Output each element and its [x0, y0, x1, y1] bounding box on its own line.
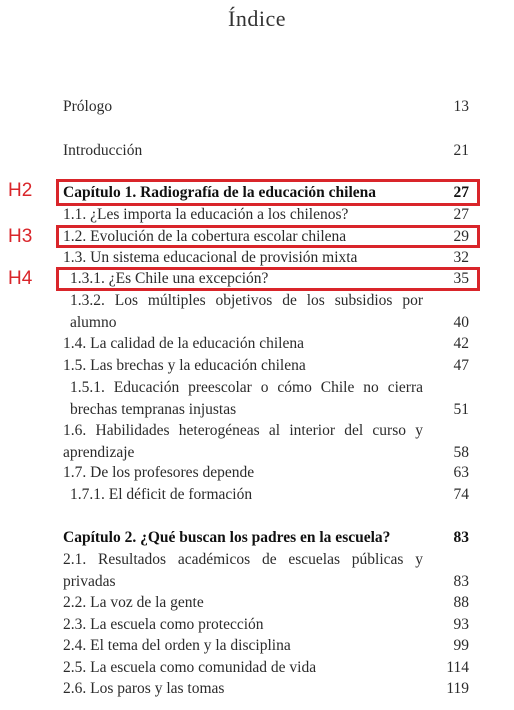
- toc-page-number: 88: [453, 594, 469, 611]
- toc-page-number: 119: [446, 680, 469, 697]
- toc-entry-1-3[interactable]: [63, 247, 469, 269]
- toc-entry-2-1[interactable]: [63, 549, 469, 592]
- toc-page-number: 42: [453, 335, 469, 352]
- toc-page-number: 93: [453, 616, 469, 633]
- highlight-label-h2: H2: [8, 180, 33, 201]
- toc-page-number: 83: [453, 572, 469, 590]
- toc-entry-introduccion[interactable]: [63, 140, 469, 162]
- highlight-box-h4: [56, 267, 480, 291]
- toc-entry-2-2[interactable]: [63, 592, 469, 614]
- toc-entry-2-4[interactable]: [63, 635, 469, 657]
- toc-entry-label: 1.3. Un sistema educacional de provisión mixta: [63, 249, 358, 266]
- page-title: Índice: [228, 6, 286, 31]
- toc-page-number: 63: [453, 464, 469, 481]
- toc-page-number: 51: [453, 400, 469, 418]
- toc-entry-1-3-2[interactable]: [63, 290, 469, 333]
- toc-page-number: 29: [453, 228, 469, 245]
- toc-page-number: 83: [453, 529, 469, 546]
- highlight-label-h4: H4: [8, 268, 33, 289]
- highlight-label-h3: H3: [8, 226, 33, 247]
- toc-entry-1-7-1[interactable]: [63, 484, 469, 506]
- toc-page-number: 40: [453, 313, 469, 331]
- toc-entry-2-5[interactable]: [63, 657, 469, 679]
- toc-entry-1-6[interactable]: [63, 420, 469, 463]
- toc-entry-label: 2.1. Resultados académicos de escuelas públicas y privadas: [63, 551, 423, 590]
- toc-entry-1-4[interactable]: [63, 333, 469, 355]
- toc-entry-label: 1.4. La calidad de la educación chilena: [63, 335, 304, 352]
- toc-entry-1-5[interactable]: [63, 355, 469, 377]
- toc-page-number: 35: [453, 270, 469, 287]
- toc-entry-label: 1.7. De los profesores depende: [63, 464, 255, 481]
- toc-entry-1-7[interactable]: [63, 462, 469, 484]
- toc-entry-2-3[interactable]: [63, 614, 469, 636]
- toc-entry-label: Capítulo 2. ¿Qué buscan los padres en la escuela?: [63, 529, 391, 546]
- toc-entry-label: 1.5.1. Educación preescolar o cómo Chile no cierra brechas tempranas injustas: [70, 379, 423, 418]
- toc-page-number: 32: [453, 249, 469, 266]
- toc-chapter-2[interactable]: [63, 527, 469, 549]
- toc-entry-label: 2.3. La escuela como protección: [63, 616, 264, 633]
- toc-entry-label: Prólogo: [63, 98, 113, 115]
- toc-entry-label: Capítulo 1. Radiografía de la educación chilena: [63, 184, 377, 201]
- toc-entry-label: 1.1. ¿Les importa la educación a los chilenos?: [63, 206, 349, 223]
- toc-page-number: 99: [453, 637, 469, 654]
- toc-entry-label: 2.5. La escuela como comunidad de vida: [63, 659, 317, 676]
- toc-entry-2-6[interactable]: [63, 678, 469, 700]
- toc-entry-label: 1.3.2. Los múltiples objetivos de los subsidios por alumno: [70, 292, 423, 331]
- toc-entry-label: 2.2. La voz de la gente: [63, 594, 204, 611]
- highlight-box-h2: [56, 179, 480, 206]
- toc-entry-label: 1.6. Habilidades heterogéneas al interior del curso y aprendizaje: [63, 422, 423, 461]
- toc-page-number: 27: [453, 206, 469, 223]
- toc-entry-1-1[interactable]: [63, 204, 469, 226]
- toc-page-number: 13: [453, 98, 469, 115]
- toc-page-number: 47: [453, 357, 469, 374]
- toc-entry-label: 2.4. El tema del orden y la disciplina: [63, 637, 291, 654]
- toc-entry-1-5-1[interactable]: [63, 377, 469, 420]
- highlight-box-h3: [56, 225, 480, 248]
- toc-entry-label: 1.5. Las brechas y la educación chilena: [63, 357, 306, 374]
- toc-entry-label: 1.7.1. El déficit de formación: [70, 486, 253, 503]
- toc-entry-label: 1.2. Evolución de la cobertura escolar chilena: [63, 228, 347, 245]
- toc-page-number: 21: [453, 142, 469, 159]
- toc-entry-prologo[interactable]: [63, 96, 469, 118]
- toc-page-number: 114: [446, 659, 469, 676]
- toc-page-number: 58: [453, 443, 469, 461]
- toc-page-number: 74: [453, 486, 469, 503]
- toc-entry-label: Introducción: [63, 142, 143, 159]
- toc-page-number: 27: [453, 184, 469, 201]
- toc-entry-label: 2.6. Los paros y las tomas: [63, 680, 225, 697]
- toc-entry-label: 1.3.1. ¿Es Chile una excepción?: [70, 270, 269, 287]
